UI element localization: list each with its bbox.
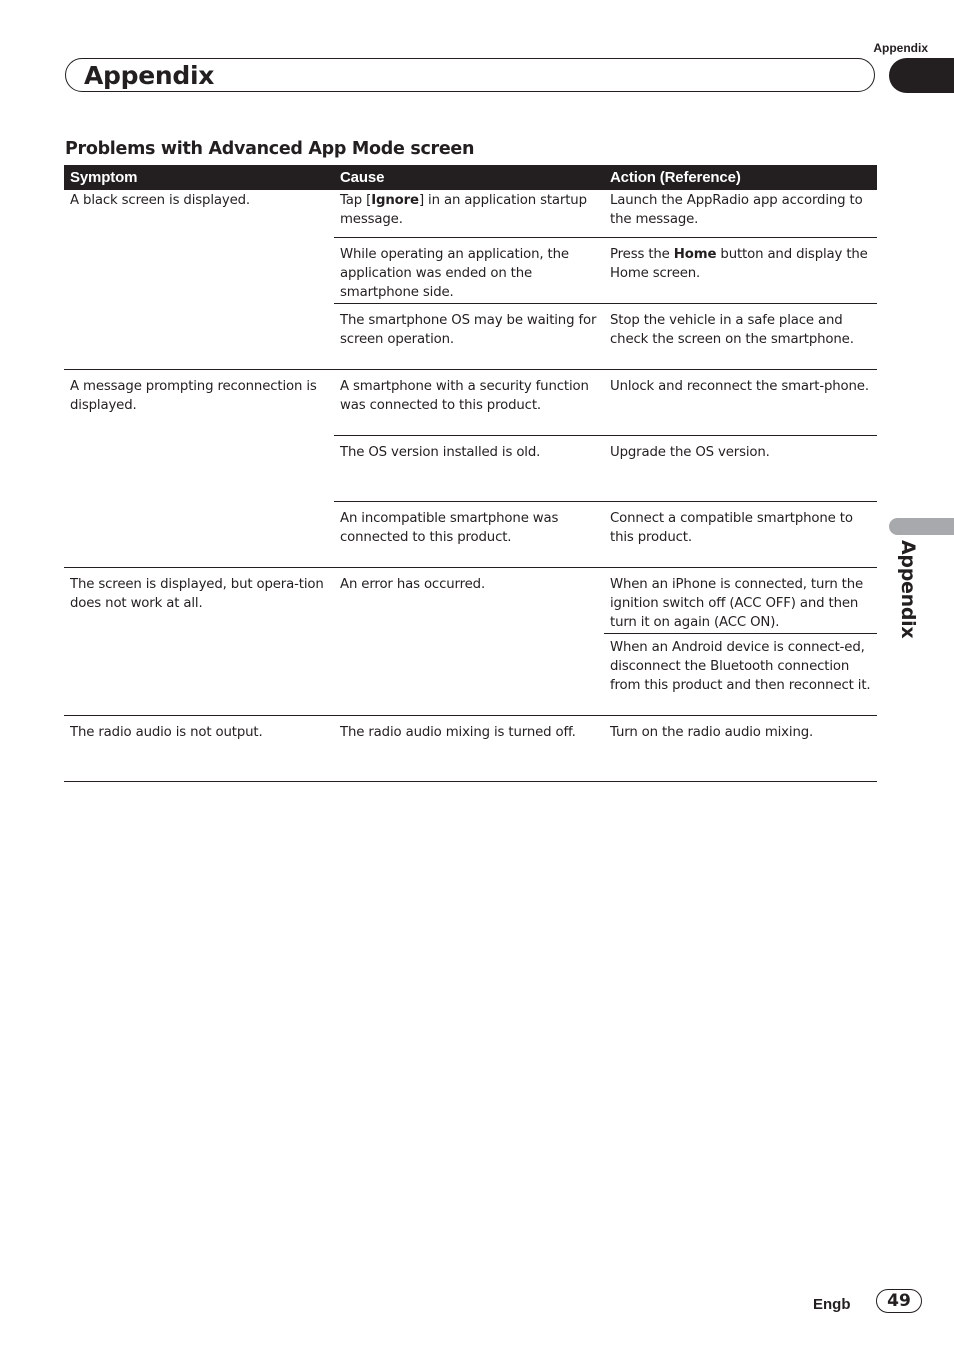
symptom-cell: The radio audio is not output. bbox=[64, 715, 334, 781]
table-row bbox=[64, 369, 877, 435]
side-tab-marker bbox=[889, 518, 954, 535]
cause-cell bbox=[334, 190, 604, 237]
home-key-label: Home bbox=[673, 246, 717, 262]
action-cell: Connect a compatible smartphone to this product. bbox=[604, 501, 877, 567]
symptom-cell: The screen is displayed, but opera-tion does not work at all. bbox=[64, 567, 334, 715]
cause-text: ] in an application startup message. bbox=[340, 193, 587, 227]
action-cell bbox=[604, 237, 877, 303]
page-number: 49 bbox=[876, 1289, 922, 1313]
footer-language-code: Engb bbox=[813, 1296, 851, 1313]
action-cell: Launch the AppRadio app according to the message. bbox=[610, 193, 863, 227]
symptom-cell: A black screen is displayed. bbox=[70, 193, 250, 208]
table-row bbox=[64, 190, 877, 237]
cause-cell: An incompatible smartphone was connected to this product. bbox=[334, 501, 604, 567]
cause-cell: While operating an application, the application was ended on the smartphone side. bbox=[334, 237, 604, 303]
action-cell: When an iPhone is connected, turn the ignition switch off (ACC OFF) and then turn it on again (ACC ON). bbox=[604, 567, 877, 633]
running-header: Appendix bbox=[873, 41, 928, 55]
cause-text: Tap [ bbox=[340, 193, 372, 208]
cause-cell: An error has occurred. bbox=[334, 567, 604, 715]
ignore-key-label: Ignore bbox=[371, 193, 419, 208]
action-cell: Upgrade the OS version. bbox=[604, 435, 877, 501]
table-row bbox=[64, 715, 877, 781]
side-tab-label: Appendix bbox=[897, 540, 919, 639]
column-header-symptom: Symptom bbox=[64, 165, 334, 190]
cause-cell: The OS version installed is old. bbox=[334, 435, 604, 501]
cause-cell: The smartphone OS may be waiting for screen operation. bbox=[334, 303, 604, 369]
chapter-tab-marker bbox=[889, 58, 954, 93]
action-cell: Turn on the radio audio mixing. bbox=[604, 715, 877, 781]
symptom-cell: A message prompting reconnection is displayed. bbox=[64, 369, 334, 567]
action-cell: Unlock and reconnect the smart-phone. bbox=[604, 369, 877, 435]
page-title: Appendix bbox=[84, 61, 215, 90]
cause-cell: A smartphone with a security function was connected to this product. bbox=[334, 369, 604, 435]
action-cell: When an Android device is connect-ed, disconnect the Bluetooth connection from this product and then reconnect it. bbox=[604, 633, 877, 715]
table-row bbox=[64, 567, 877, 633]
action-cell: Stop the vehicle in a safe place and check the screen on the smartphone. bbox=[604, 303, 877, 369]
action-text: button and display the Home screen. bbox=[610, 246, 868, 281]
column-header-action: Action (Reference) bbox=[604, 165, 877, 190]
table-header-row bbox=[64, 165, 877, 190]
column-header-cause: Cause bbox=[334, 165, 604, 190]
action-text: Press the bbox=[610, 246, 674, 262]
cause-cell: The radio audio mixing is turned off. bbox=[334, 715, 604, 781]
section-heading: Problems with Advanced App Mode screen bbox=[65, 139, 475, 159]
troubleshooting-table bbox=[64, 165, 877, 782]
